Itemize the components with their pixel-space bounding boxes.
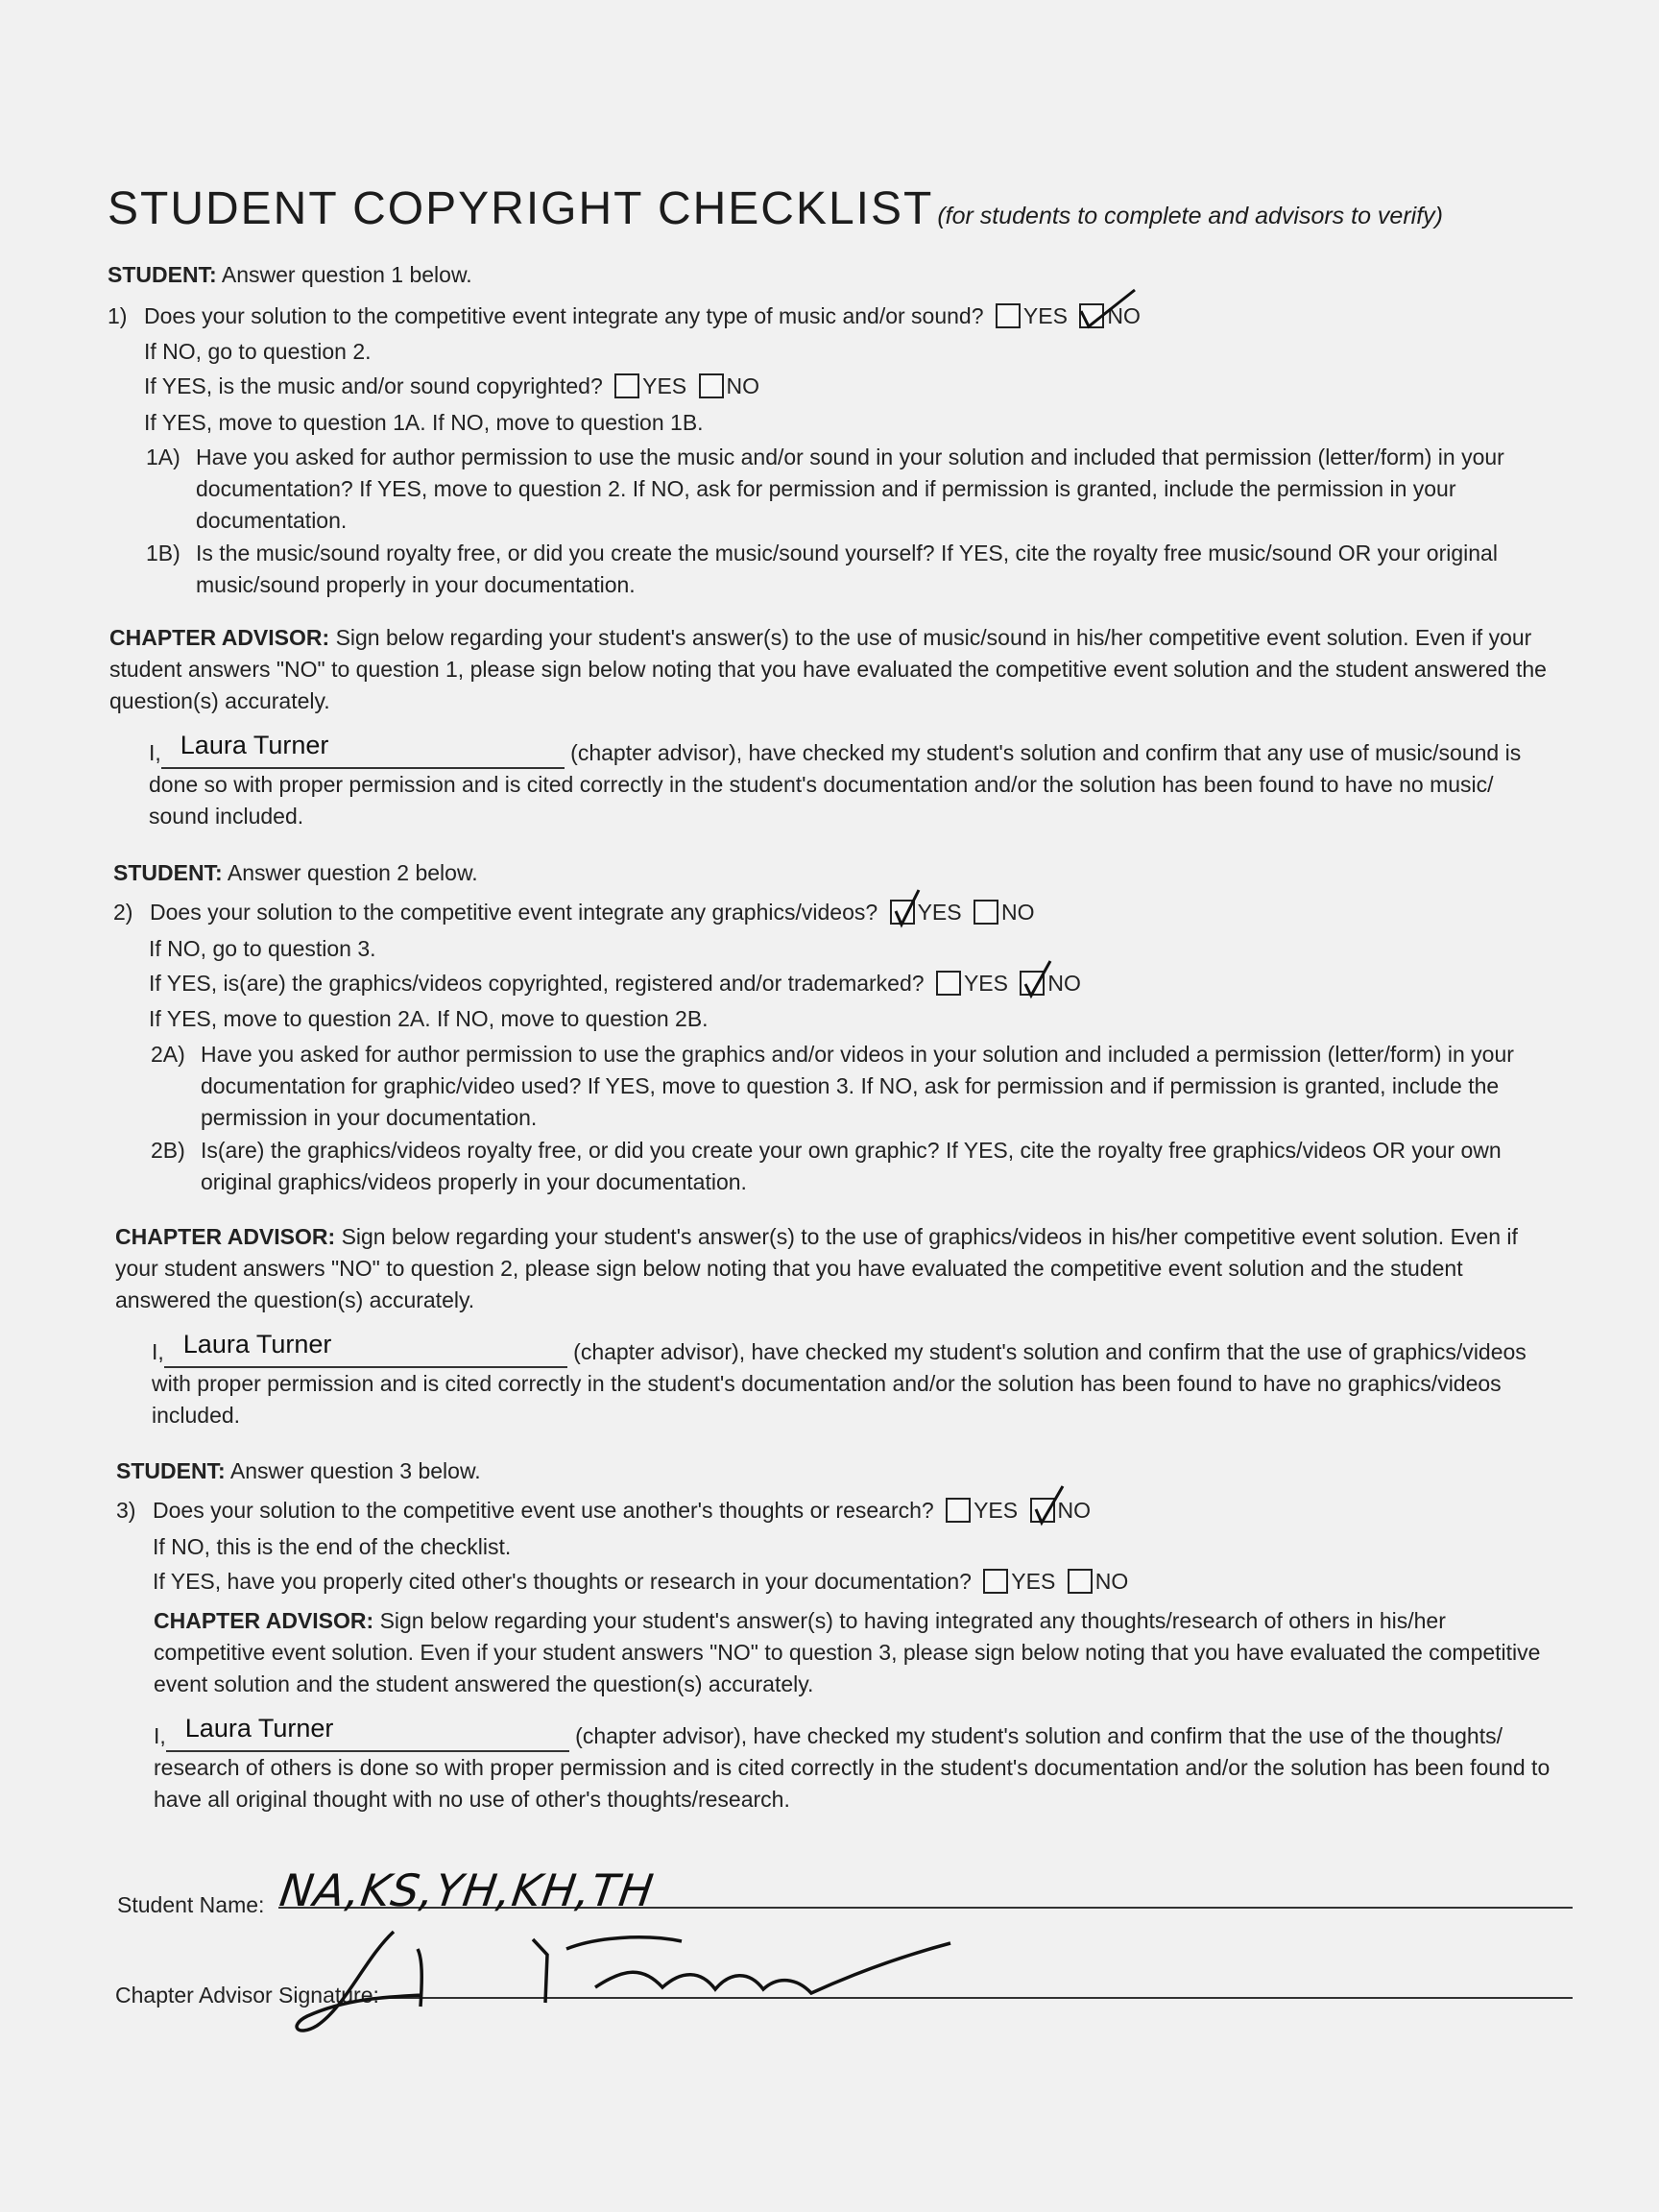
- q3-cited-yes-checkbox[interactable]: [983, 1569, 1008, 1594]
- q1b-text: Is the music/sound royalty free, or did you create the music/sound yourself? If YES, cite the royalty free music/sound OR your original music/sound properly in your documentation.: [196, 541, 1498, 597]
- q3-if-no: If NO, this is the end of the checklist.: [153, 1534, 512, 1559]
- q2-advisor-name-field[interactable]: [164, 1330, 567, 1368]
- q2b-text: Is(are) the graphics/videos royalty free, or did you create your own graphic? If YES, cite the royalty free graphics/videos OR your own original graphics/videos properly in your documentation.: [201, 1138, 1502, 1194]
- q2-copyright-no-checkbox[interactable]: [1020, 971, 1045, 996]
- q1a-text: Have you asked for author permission to use the music and/or sound in your solution and included that permission (letter/form) in your documentation? If YES, move to question 2. If NO, ask for permission and if permission is granted, include the permission in your documentation.: [196, 445, 1504, 533]
- check-mark-icon: [1020, 955, 1058, 1003]
- q1a-label: 1A): [146, 445, 180, 469]
- q2-if-yes-move: If YES, move to question 2A. If NO, move to question 2B.: [149, 1006, 709, 1031]
- q2-if-yes-question: If YES, is(are) the graphics/videos copyrighted, registered and/or trademarked? YES NO: [149, 968, 1081, 999]
- q2a-text: Have you asked for author permission to use the graphics and/or videos in your solution and included a permission (letter/form) in your documentation for graphic/video used? If YES, move to question 3. If NO, ask for permission and if permission is granted, include the permission in your documentation.: [201, 1042, 1514, 1130]
- check-mark-icon: [890, 884, 928, 932]
- q2-advisor-instruction: CHAPTER ADVISOR: Sign below regarding your student's answer(s) to the use of graphics/videos in his/her competitive event solution. Even if your student answers "NO" to question 2, please sign below noting that you have evaluated the competitive event solution and the student answered the question(s) accurately.: [115, 1224, 1518, 1312]
- q3-advisor-instruction: CHAPTER ADVISOR: Sign below regarding your student's answer(s) to having integrated any thoughts/research of others in his/her competitive event solution. Even if your student answers "NO" to question 3, please sign below noting that you have evaluated the competitive event solution and the student answered the question(s) accurately.: [154, 1608, 1541, 1696]
- q1b-label: 1B): [146, 541, 180, 565]
- q3-advisor-name-field[interactable]: [166, 1714, 569, 1752]
- q3-advisor-name: Laura Turner: [184, 1714, 334, 1743]
- q2-if-no: If NO, go to question 3.: [149, 936, 376, 961]
- q3-yes-checkbox[interactable]: [946, 1498, 971, 1523]
- student-name-label: Student Name:: [117, 1892, 265, 1917]
- q1-advisor-name-field[interactable]: [161, 731, 565, 769]
- q3-if-yes-question: If YES, have you properly cited other's thoughts or research in your documentation? YES NO: [153, 1569, 1129, 1594]
- advisor-signature-label: Chapter Advisor Signature:: [115, 1983, 379, 2008]
- q3-question: 3) Does your solution to the competitive event use another's thoughts or research? YES NO: [116, 1495, 1091, 1527]
- q2-yes-checkbox[interactable]: [890, 900, 915, 925]
- q2-advisor-confirmation: I, Laura Turner (chapter advisor), have checked my student's solution and confirm that the use of graphics/videos with proper permission and is cited correctly in the student's documentation and/or the solution has been found to have no graphics/videos included.: [152, 1330, 1527, 1428]
- q2b-label: 2B): [151, 1138, 185, 1163]
- q1-advisor-confirmation: I, Laura Turner (chapter advisor), have checked my student's solution and confirm that any use of music/sound is done so with proper permission and is cited correctly in the student's documentation and/or the solution has been found to have no music/ sound included.: [149, 731, 1522, 829]
- q1-advisor-name: Laura Turner: [180, 731, 329, 759]
- q1-if-yes-move: If YES, move to question 1A. If NO, move to question 1B.: [144, 410, 704, 435]
- q3-advisor-confirmation: I, Laura Turner (chapter advisor), have checked my student's solution and confirm that the use of the thoughts/ research of others is done so with proper permission and is cited correctly in the student's documentation and/or the solution has been found to have all original thought with no use of other's thoughts/research.: [154, 1714, 1551, 1812]
- q2-copyright-yes-checkbox[interactable]: [936, 971, 961, 996]
- q1-no-checkbox[interactable]: [1079, 303, 1104, 328]
- q3-student-instruction: STUDENT: Answer question 3 below.: [116, 1458, 481, 1483]
- q1-copyright-yes-checkbox[interactable]: [614, 373, 639, 398]
- q2-student-instruction: STUDENT: Answer question 2 below.: [113, 860, 478, 885]
- q2a-item: [151, 1039, 1552, 1134]
- q1-if-no: If NO, go to question 2.: [144, 339, 372, 364]
- page-subtitle: (for students to complete and advisors to verify): [937, 203, 1443, 229]
- check-mark-icon: [1079, 288, 1137, 336]
- q1-question: 1) Does your solution to the competitive event integrate any type of music and/or sound? YES NO: [108, 301, 1141, 332]
- q2b-item: [151, 1135, 1552, 1198]
- q2-no-checkbox[interactable]: [974, 900, 998, 925]
- q1-advisor-instruction: CHAPTER ADVISOR: Sign below regarding your student's answer(s) to the use of music/sound in his/her competitive event solution. Even if your student answers "NO" to question 1, please sign below noting that you have evaluated the competitive event solution and the student answered the question(s) accurately.: [109, 625, 1547, 713]
- q1-yes-label: YES: [1022, 303, 1068, 328]
- q3-cited-no-checkbox[interactable]: [1068, 1569, 1093, 1594]
- q2-advisor-name: Laura Turner: [182, 1330, 332, 1358]
- q1-no-label: NO: [1107, 303, 1141, 328]
- student-name-value: NA,KS,YH,KH,TH: [276, 1864, 658, 1916]
- q1-yes-checkbox[interactable]: [996, 303, 1021, 328]
- q1-student-instruction: STUDENT: Answer question 1 below.: [108, 262, 472, 287]
- q1b-item: [146, 538, 1548, 601]
- q1a-item: [146, 442, 1548, 537]
- check-mark-icon: [1030, 1482, 1069, 1530]
- page-title: STUDENT COPYRIGHT CHECKLIST (for students to complete and advisors to verify): [108, 183, 1443, 234]
- q3-no-checkbox[interactable]: [1030, 1498, 1055, 1523]
- q2-question: 2) Does your solution to the competitive event integrate any graphics/videos? YES NO: [113, 897, 1034, 928]
- q2a-label: 2A): [151, 1042, 185, 1067]
- q1-copyright-no-checkbox[interactable]: [699, 373, 724, 398]
- q1-if-yes-question: If YES, is the music and/or sound copyrighted? YES NO: [144, 373, 760, 398]
- advisor-signature-image: [278, 1920, 970, 2055]
